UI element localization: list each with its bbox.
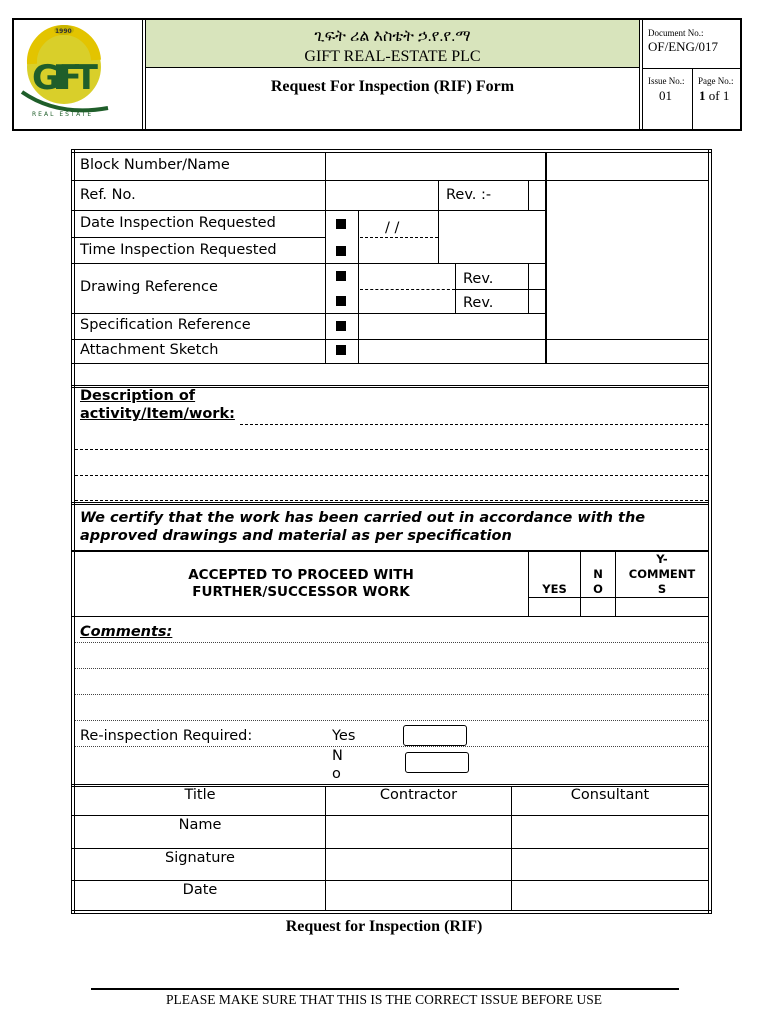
date-inspection-label: Date Inspection Requested xyxy=(80,215,276,231)
issue-no-label: Issue No.: xyxy=(648,76,685,86)
specification-reference-label: Specification Reference xyxy=(80,317,251,333)
certify-text-1: We certify that the work has been carried out in accordance with the xyxy=(80,510,646,526)
page-no-label: Page No.: xyxy=(698,76,734,86)
accepted-no-label-1: N xyxy=(593,567,603,581)
reinspection-yes-box[interactable] xyxy=(403,725,467,746)
reinspection-no-box[interactable] xyxy=(405,752,469,773)
drawing-checkbox-2[interactable] xyxy=(336,296,346,306)
signoff-consultant-header: Consultant xyxy=(570,787,650,803)
footer-notice: PLEASE MAKE SURE THAT THIS IS THE CORRECT ISSUE BEFORE USE xyxy=(165,992,603,1007)
signoff-row-date: Date xyxy=(182,882,218,898)
ref-no-label: Ref. No. xyxy=(80,187,136,203)
signoff-contractor-header: Contractor xyxy=(379,787,458,803)
time-checkbox[interactable] xyxy=(336,246,346,256)
company-logo xyxy=(18,22,136,127)
attachment-sketch-label: Attachment Sketch xyxy=(80,342,219,358)
footer-caption: Request for Inspection (RIF) xyxy=(285,918,483,935)
drawing-rev-label-2: Rev. xyxy=(463,295,494,311)
reinspection-no-label-1: N xyxy=(332,748,343,764)
accepted-line-2: FURTHER/SUCCESSOR WORK xyxy=(192,584,410,600)
accepted-no-cell[interactable] xyxy=(581,598,615,616)
accepted-no-label-2: O xyxy=(593,582,603,596)
drawing-reference-label: Drawing Reference xyxy=(80,279,218,295)
block-number-label: Block Number/Name xyxy=(80,157,230,173)
description-label-2: activity/Item/work: xyxy=(80,406,235,422)
date-checkbox[interactable] xyxy=(336,219,346,229)
drawing-rev-label-1: Rev. xyxy=(463,271,494,287)
logo-text: GIFT xyxy=(32,58,98,98)
amharic-title: ጊፍት ሪል እስቴት ኃ.የ.የ.ማ xyxy=(314,28,471,45)
form-title: Request For Inspection (RIF) Form xyxy=(270,78,515,95)
page-current: 1 xyxy=(699,88,706,103)
comments-label: Comments: xyxy=(80,624,173,640)
accepted-yes-label: YES xyxy=(542,582,567,596)
signoff-title-header: Title xyxy=(184,787,216,803)
description-label-1: Description of xyxy=(80,388,196,404)
attachment-checkbox[interactable] xyxy=(336,345,346,355)
date-placeholder: / / xyxy=(385,220,400,236)
accepted-yes-cell[interactable] xyxy=(529,598,580,616)
document-no-label: Document No.: xyxy=(648,28,704,38)
signoff-row-name: Name xyxy=(178,817,222,833)
accepted-line-1: ACCEPTED TO PROCEED WITH xyxy=(188,567,414,583)
page-of: of 1 xyxy=(708,88,730,103)
reinspection-no-label-2: o xyxy=(332,766,341,782)
reinspection-yes-label: Yes xyxy=(332,728,356,744)
accepted-ycomments-2: COMMENT xyxy=(628,567,696,581)
specification-checkbox[interactable] xyxy=(336,321,346,331)
rev-colon-label: Rev. :- xyxy=(446,187,492,203)
logo-subtext: REAL ESTATE xyxy=(32,111,94,118)
company-name: GIFT REAL-ESTATE PLC xyxy=(304,48,481,65)
issue-no: 01 xyxy=(659,88,672,103)
document-no: OF/ENG/017 xyxy=(648,39,719,54)
drawing-checkbox-1[interactable] xyxy=(336,271,346,281)
time-inspection-label: Time Inspection Requested xyxy=(80,242,277,258)
logo-year: 1990 xyxy=(55,28,72,35)
page-number xyxy=(699,88,729,104)
accepted-ycomments-1: Y- xyxy=(656,552,668,566)
accepted-ycomments-3: S xyxy=(657,582,667,596)
reinspection-label: Re-inspection Required: xyxy=(80,728,253,744)
signoff-row-signature: Signature xyxy=(165,850,235,866)
accepted-ycomments-cell[interactable] xyxy=(616,598,708,616)
certify-text-2: approved drawings and material as per specification xyxy=(80,528,512,544)
